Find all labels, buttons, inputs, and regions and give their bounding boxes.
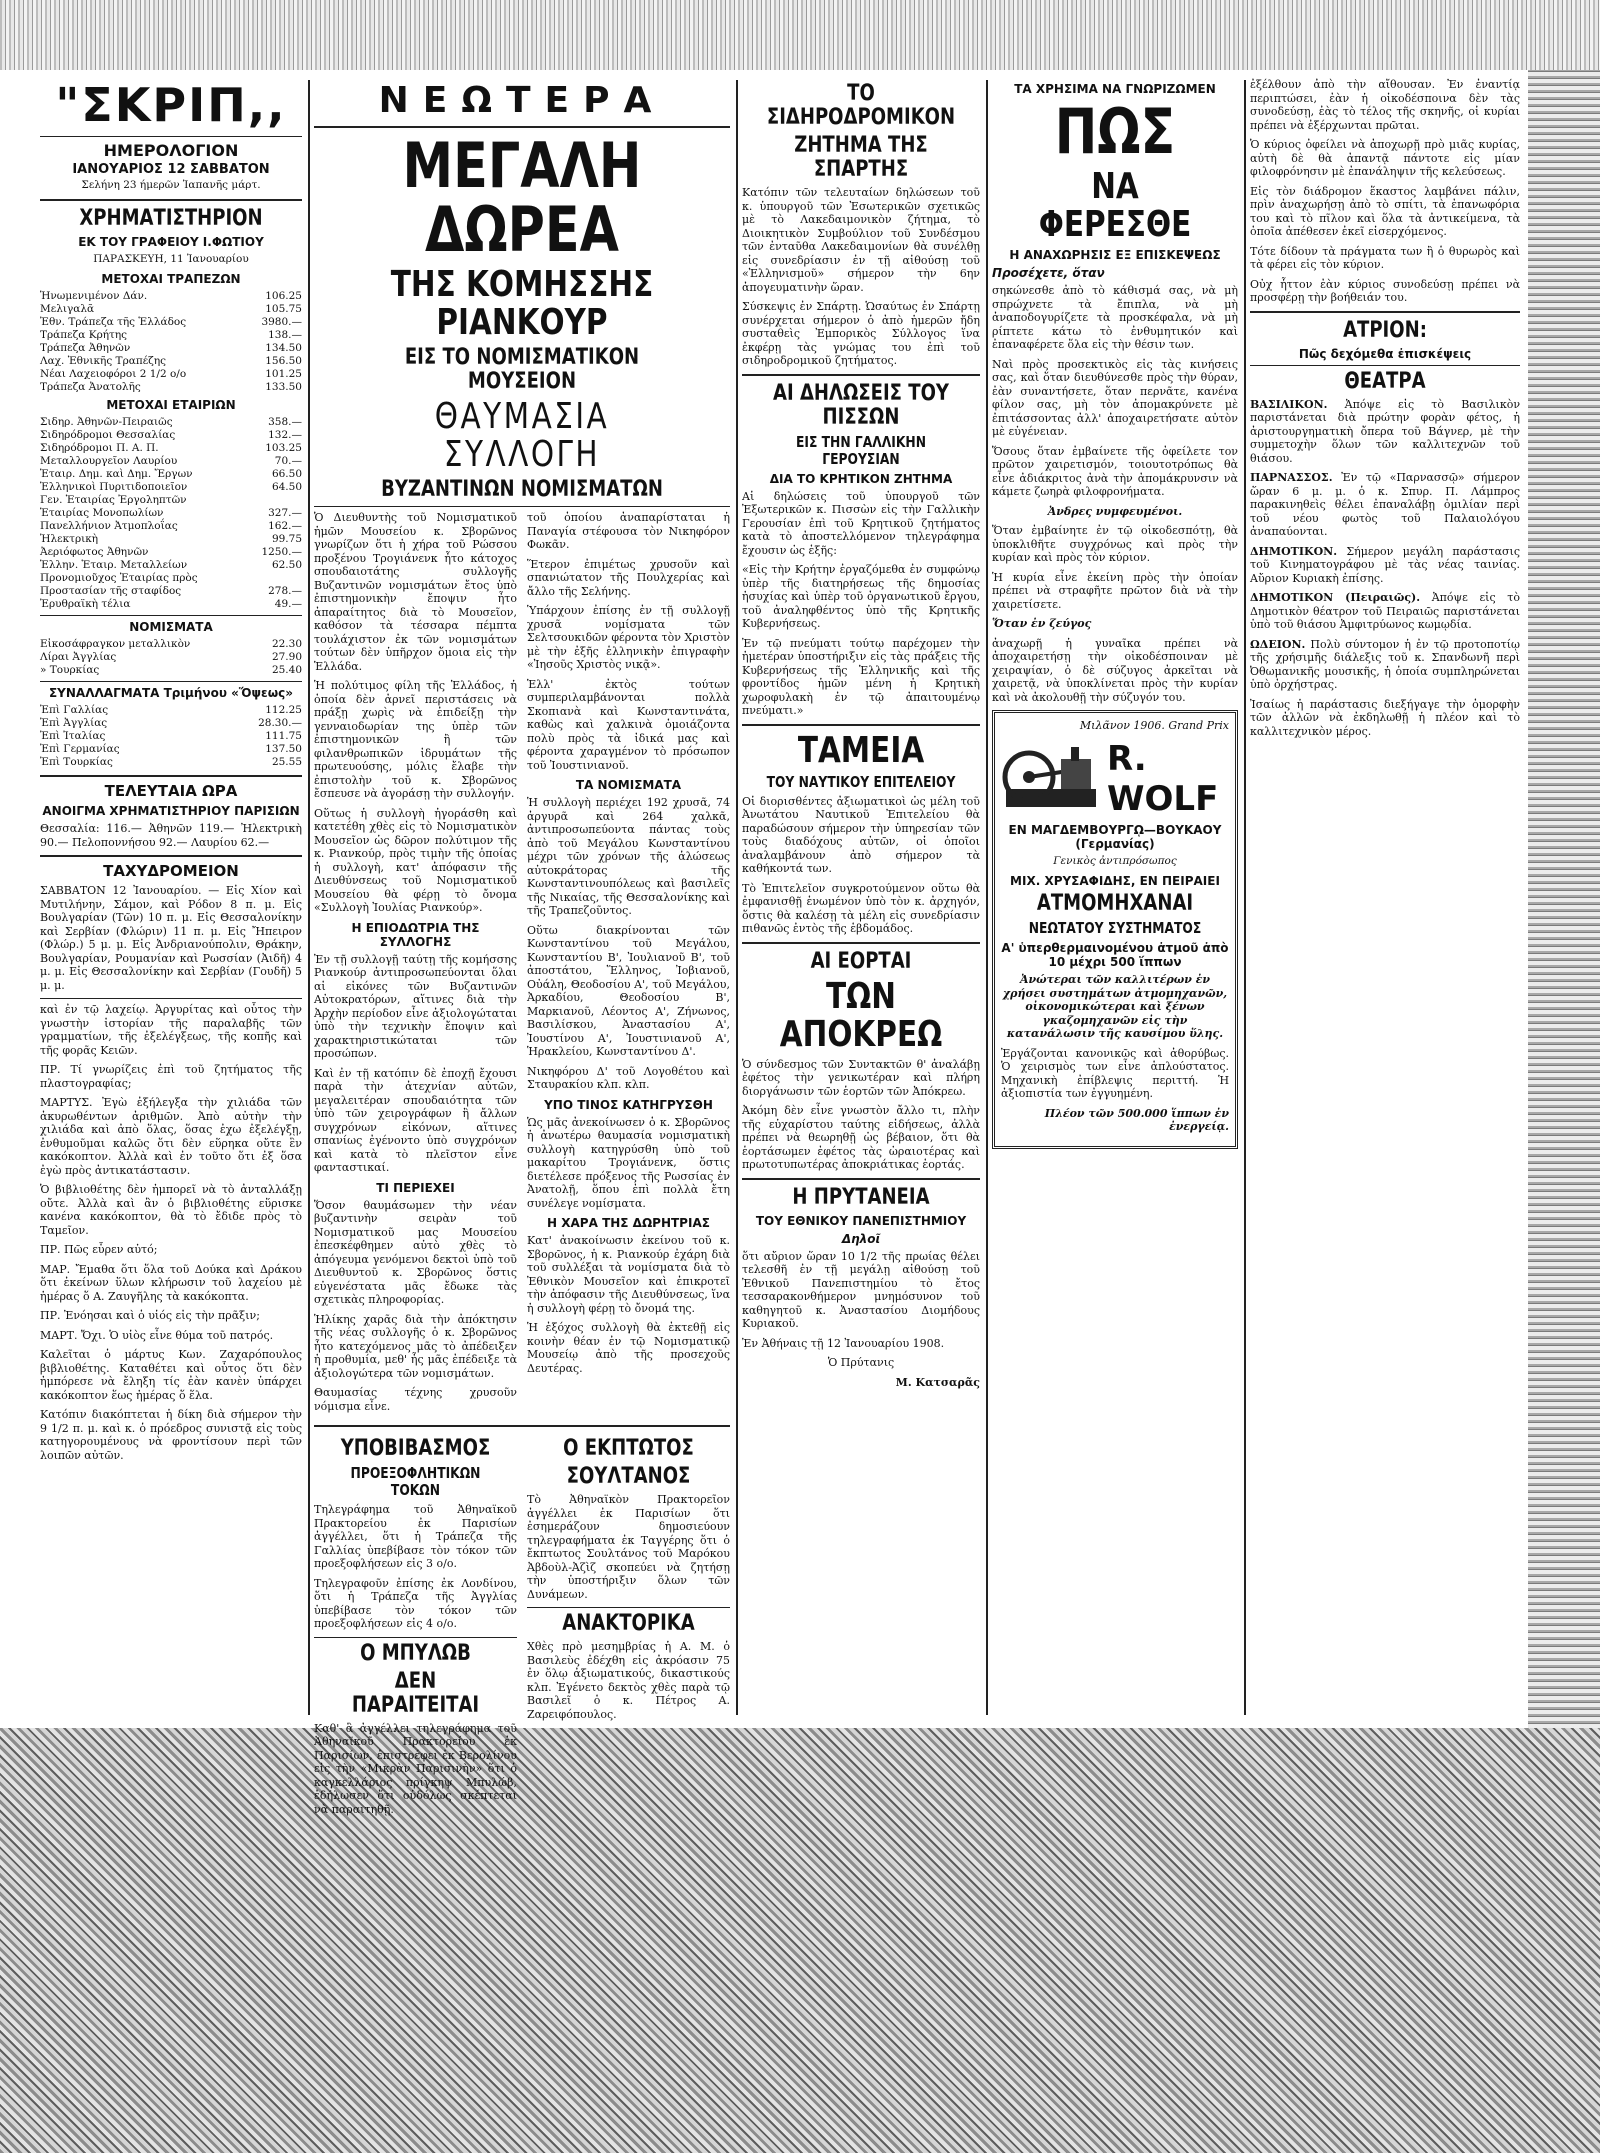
contains-paragraph: Θαυμασίας τέχνης χρυσοῦν νόμισμα εἶνε.	[314, 1386, 517, 1413]
pissos-subtitle-2: ΔΙΑ ΤΟ ΚΡΗΤΙΚΟΝ ΖΗΤΗΜΑ	[769, 471, 953, 486]
quote-name: Γεν. Ἑταιρίας Ἐργοληπτῶν	[40, 494, 187, 506]
ad-note: Ἐργάζονται κανονικῶς καὶ ἀθορύβως. Ὁ χειρισμὸς των εἶνε ἁπλούστατος. Μηχανικὴ ἐπίβλεψις περιττή. Ἡ ἀξιοπιστία των ἐγγυημένη.	[1001, 1046, 1229, 1100]
quote-name: Σιδηρόδρομοι Θεσσαλίας	[40, 429, 176, 441]
quote-value: 138.—	[268, 329, 302, 341]
theatre-entry	[1250, 545, 1520, 586]
quote-name: Σιδηρ. Ἀθηνῶν-Πειραιῶς	[40, 416, 173, 428]
coins-section-title: ΤΑ ΝΟΜΙΣΜΑΤΑ	[575, 778, 682, 792]
etiquette-subtitle: Η ΑΝΑΧΩΡΗΣΙΣ ΕΞ ΕΠΙΣΚΕΨΕΩΣ	[1009, 248, 1221, 262]
donor-title: Η ΕΠΙΟΔΩΤΡΙΑ ΤΗΣ ΣΥΛΛΟΓΗΣ	[351, 920, 480, 949]
trial-paragraph: ΜΑΡ. Ἔμαθα ὅτι ὅλα τοῦ Δούκα καὶ Δράκου ὅτι ἐκείνων ὕλων κλήρωσιν τοῦ λαχείου μὲ ἡμέρας ὅ Α. Ζαυγῆλης τὰ κακόκοπτα.	[40, 1262, 302, 1303]
companies-title: ΜΕΤΟΧΑΙ ΕΤΑΙΡΙΩΝ	[106, 398, 236, 412]
quote-row	[40, 442, 302, 455]
quote-name: Τράπεζα Ἀνατολῆς	[40, 381, 141, 393]
etiquette-kicker: ΤΑ ΧΡΗΣΙΜΑ ΝΑ ΓΝΩΡΙΖΩΜΕΝ	[1014, 82, 1216, 96]
coins-table	[40, 638, 302, 677]
divider	[40, 136, 302, 137]
rector-label: Δηλοῖ	[841, 1231, 881, 1246]
headline-great-donation: ΜΕΓΑΛΗ ΔΩΡΕΑ	[402, 129, 642, 266]
carnival-subtitle: ΤΩΝ ΑΠΟΚΡΕΩ	[779, 975, 943, 1055]
quote-name: Ἑλλην. Ἑταιρ. Μεταλλείων	[40, 559, 188, 571]
quote-row	[40, 416, 302, 429]
column-rule	[308, 80, 310, 1715]
ad-product: ΑΤΜΟΜΗΧΑΝΑΙ	[1036, 891, 1194, 916]
quote-row	[40, 717, 302, 730]
quote-row	[40, 572, 302, 585]
trial-paragraph: ΠΡ. Ἐνόησαι καὶ ὁ υἱός εἰς τὴν πρᾶξιν;	[40, 1309, 260, 1322]
scan-right-edge	[1528, 70, 1600, 1730]
ad-brand: R. WOLF	[1107, 738, 1219, 819]
quote-value: 62.50	[271, 559, 302, 571]
pissos-paragraph: Ἐν τῷ πνεύματι τούτῳ παρέχομεν τὴν ἡμετέραν ὑποστήριξιν εἰς τὰς πράξεις τῆς Κυβερνήσεως τῆς Ἑλληνικῆς καὶ τῆς φροντίδος ἡμῶν μένη ἡ Κρητικὴ χωροφυλακὴ ἐν τῷ ἀπαιτουμένῳ πνεύματι.»	[742, 636, 980, 717]
quote-row	[40, 329, 302, 342]
quote-value: 1250.—	[261, 546, 302, 558]
joy-title: Η ΧΑΡΑ ΤΗΣ ΔΩΡΗΤΡΙΑΣ	[547, 1216, 710, 1230]
divider	[40, 998, 302, 999]
etiquette-continued: Εἰς τὸν διάδρομον ἕκαστος λαμβάνει πάλιν, πρὶν ἀναχωρήσῃ ἀπὸ τὸ σπίτι, τὰ ἐπανωφόρια του καὶ τὸ πῖλον καὶ ὅλα τὰ ἀντικείμενα, τὰ ὁποῖα ἀπέθεσεν ἐκεῖ εἰσερχόμενος.	[1250, 184, 1520, 238]
donor-paragraph: Ἐν τῇ συλλογῇ ταύτῃ τῆς κομήσσης Ριανκούρ ἀντιπροσωπεύονται ὅλαι αἱ εἰκόνες τῶν Βυζαντινῶν Αὐτοκρατόρων, αἵτινες διὰ τὴν Ἀρχὴν περίοδον εἶνε ἀξιολογώταται ὑπὸ τὴν τεχνικὴν ἔποψιν καὶ χαρακτηριστικώταται τῶν προσώπων.	[314, 952, 517, 1060]
mpylow-title: Ο ΜΠΥΛΩΒ	[360, 1640, 471, 1666]
trial-paragraph: ΠΡ. Πῶς εὗρεν αὐτό;	[40, 1243, 158, 1256]
post-body: ΣΑΒΒΑΤΟΝ 12 Ἰανουαρίου. — Εἰς Χίον καὶ Μυτιλήνην, Σάμον, καὶ Ρόδον 8 π. μ. Εἰς Βουλγαρίαν (Τῶν) 10 π. μ. Εἰς Θεσσαλονίκην καὶ Σερβίαν (Φλώριν) 11 π. μ. Εἰς Ἤπειρον (Φλώρ.) 5 μ. μ. Εἰς Ἀνδριανούπολιν, Θράκην, Βουλγαρίαν, Ρουμανίαν καὶ Ρωσσίαν (Ἀιδῆ) 4 μ. μ. Εἰς Θεσσαλονίκην καὶ Σερβίαν (Γουδῆ) 5 μ. μ.	[40, 884, 302, 992]
theatre-entry	[1250, 591, 1520, 632]
quote-name: Λίραι Ἀγγλίας	[40, 651, 117, 663]
last-hour-body: Θεσσαλία: 116.— Ἀθηνῶν 119.— Ἠλεκτρικὴ 90.— Πελοποννήσου 92.— Λαυρίου 62.—	[40, 822, 302, 849]
sultan-paragraph: Τὸ Ἀθηναϊκὸν Πρακτορεῖον ἀγγέλλει ἐκ Παρισίων ὅτι ἐσημεράζουν δημοσιεύουν τηλεγραφήματα ἐκ Ταγγέρης ὅτι ὁ ἔκπτωτος Σουλτάνος τοῦ Μαρόκου Ἀβδοὺλ-Ἀζὶζ σκοπεύει νὰ ζητήσῃ τὴν ὑποστήριξιν ὅλων τῶν Δυνάμεων.	[527, 1493, 730, 1601]
quote-row	[40, 481, 302, 494]
quote-row	[40, 507, 302, 520]
rector-date: Ἐν Ἀθήναις τῇ 12 Ἰανουαρίου 1908.	[742, 1336, 945, 1350]
coins-title: ΝΟΜΙΣΜΑΤΑ	[129, 620, 213, 634]
atrium-title: ΑΤΡΙΟΝ:	[1343, 317, 1427, 343]
quote-value: 3980.—	[261, 316, 302, 328]
quote-name: Ἐπὶ Ἀγγλίας	[40, 717, 108, 729]
quote-name: Λαχ. Ἐθνικῆς Τραπέζης	[40, 355, 167, 367]
quote-row	[40, 546, 302, 559]
quote-row	[40, 704, 302, 717]
theatre-name: ΒΑΣΙΛΙΚΟΝ.	[1250, 397, 1328, 411]
theatre-body: Ἀπόψε εἰς τὸ Δημοτικὸν θέατρον τοῦ Πειραιῶς παριστάνεται ὑπὸ τοῦ θιάσου Ἀμφιτρύωνος κωμῳδία.	[1250, 591, 1520, 631]
last-hour-title: ΤΕΛΕΥΤΑΙΑ ΩΡΑ	[104, 782, 238, 800]
carnival-paragraph: Ὁ σύνδεσμος τῶν Συντακτῶν θ' ἀναλάβῃ ἐφέτος τὴν γενικωτέραν καὶ πλήρη διοργάνωσιν τῶν ἑορτῶν τῶν Ἀπόκρεω.	[742, 1057, 980, 1098]
quote-row	[40, 559, 302, 572]
calendar-title: ΗΜΕΡΟΛΟΓΙΟΝ	[103, 141, 239, 160]
quote-row	[40, 429, 302, 442]
companies-table	[40, 416, 302, 611]
quote-value: 99.75	[271, 533, 302, 545]
etiquette-intro: Προσέχετε, ὅταν	[992, 266, 1105, 280]
divider	[314, 1637, 517, 1638]
quote-value: 22.30	[271, 638, 302, 650]
scan-bottom-blank	[0, 1728, 1600, 2153]
etiquette-paragraph: Ναὶ πρὸς προσεκτικὸς εἰς τὰς κινήσεις σας, καὶ ὅταν διευθύνεσθε πρὸς τὴν θύραν, ἐὰν συναντήσετε, ὅταν περνᾶτε, κανένα φίλον σας, μὴ τὸν ἀπομακρύνετε μὲ ἐπιτάσσοντας ἀλλ' ἀποχαιρετήσατε αὐτὸν μὲ εὐγένειαν.	[992, 357, 1238, 438]
scan-top-edge	[0, 0, 1600, 70]
quote-value: 25.55	[271, 756, 302, 768]
etiquette-paragraph: Ὅταν ἐμβαίνητε ἐν τῷ οἰκοδεσπότῃ, θὰ ὑποκλιθῆτε συγχρόνως καὶ πρὸς τὴν κυρίαν καὶ πρὸς τὸν κύριον.	[992, 524, 1238, 564]
quote-name: Πανελλήνιον Ἀτμοπλοΐας	[40, 520, 178, 532]
quote-name: Ἐπὶ Τουρκίας	[40, 756, 113, 768]
pissos-paragraph: «Εἰς τὴν Κρήτην ἐργαζόμεθα ἐν συμφώνῳ ὑπὲρ τῆς διατηρήσεως τῆς δημοσίας ἡσυχίας καὶ ὑπὲρ τοῦ ὀργανωτικοῦ ἔργου, τοῦ ἀναληφθέντος ὑπὸ τῆς Κρητικῆς Κυβερνήσεως.	[742, 563, 980, 630]
quote-value: 28.30.—	[258, 717, 302, 729]
divider	[40, 681, 302, 682]
theatre-body: Ἀπόψε εἰς τὸ Βασιλικὸν παριστάνεται διὰ πρώτην φορὰν φέτος, ἡ ἀριστουργηματικὴ ὄπερα τοῦ Βάγνερ, μὲ τὴν συμμετοχὴν ὅλων τῶν καλλιτεχνῶν τοῦ θιάσου.	[1250, 397, 1521, 465]
theatres-title: ΘΕΑΤΡΑ	[1344, 368, 1426, 394]
quote-name: Ἐπὶ Γαλλίας	[40, 704, 109, 716]
farewell-label: Ὅταν ἐν ζεύγος	[992, 617, 1092, 630]
etiquette-title-1: ΠΩΣ	[1054, 95, 1176, 168]
quote-name: Νέαι Λαχειοφόροι 2 1/2 ο/ο	[40, 368, 187, 380]
wolf-advertisement	[992, 710, 1238, 1149]
lead-paragraph: τοῦ ὁποίου ἀναπαρίσταται ἡ Παναγία στέφουσα τὸν Νικηφόρον Φωκᾶν.	[527, 511, 730, 551]
theatre-name: ΔΗΜΟΤΙΚΟΝ.	[1250, 544, 1338, 558]
divider	[314, 1425, 730, 1427]
quote-row	[40, 598, 302, 611]
quote-name: Ἑταιρ. Δημ. καὶ Δημ. Ἔργων	[40, 468, 193, 480]
quote-value: 132.—	[268, 429, 302, 441]
trial-paragraph: ΠΡ. Τί γνωρίζεις ἐπὶ τοῦ ζητήματος τῆς πλαστογραφίας;	[40, 1063, 302, 1090]
quote-value: 70.—	[274, 455, 302, 467]
column-4	[992, 78, 1238, 1718]
divider	[742, 1178, 980, 1180]
quote-value: 156.50	[265, 355, 302, 367]
calendar-date: ΙΑΝΟΥΑΡΙΟΣ 12 ΣΑΒΒΑΤΟΝ	[72, 162, 270, 177]
divider	[527, 1607, 730, 1608]
quote-name: Προστασίαν τῆς σταφίδος	[40, 585, 182, 597]
fx-title: ΣΥΝΑΛΛΑΓΜΑΤΑ Τριμήνου «Ὄψεως»	[48, 686, 293, 700]
post-title: ΤΑΧΥΔΡΟΜΕΙΟΝ	[103, 862, 239, 880]
divider	[1250, 365, 1520, 366]
joy-paragraph: Ἡ ἐξόχος συλλογὴ θὰ ἐκτεθῇ εἰς κοινὴν θέαν ἐν τῷ Νομισματικῷ Μουσείῳ ἀπὸ τῆς προσεχοῦς Δευτέρας.	[527, 1321, 730, 1375]
sparta-subtitle: ΖΗΤΗΜΑ ΤΗΣ ΣΠΑΡΤΗΣ	[794, 133, 928, 182]
lead-paragraph: Ὑπάρχουν ἐπίσης ἐν τῇ συλλογῇ χρυσᾶ νομίσματα τῶν Σελτσουκιδῶν φέροντα τὸν Χριστὸν μὲ τὴν ἐξῆς ἑλληνικὴν ἐπιγραφὴν «Ἰησοῦς Χριστὸς νικᾷ».	[527, 604, 730, 671]
quote-value: 133.50	[265, 381, 302, 393]
last-hour-subtitle: ΑΝΟΙΓΜΑ ΧΡΗΜΑΤΙΣΤΗΡΙΟΥ ΠΑΡΙΣΙΩΝ	[42, 804, 300, 818]
quote-name: Μελιγαλᾶ	[40, 303, 95, 315]
divider	[742, 374, 980, 376]
quote-row	[40, 756, 302, 769]
column-2	[314, 78, 730, 1816]
ad-power: Α' ὑπερθερμαινομένου ἀτμοῦ ἀπὸ 10 μέχρι 500 ἵππων	[1001, 941, 1229, 969]
quote-name: Ἀεριόφωτος Ἀθηνῶν	[40, 546, 149, 558]
trial-paragraph: ΜΑΡΤ. Ὄχι. Ὁ υἱὸς εἶνε θύμα τοῦ πατρός.	[40, 1328, 274, 1342]
theatre-body: Σήμερον μεγάλη παράστασις τοῦ Κινηματογράφου μὲ τὰς νέας ταινίας. Αὔριον Κυριακὴ ἐπίσης.	[1250, 544, 1520, 585]
banks-table	[40, 290, 302, 394]
quote-name: Ἑταιρίας Μονοπωλίων	[40, 507, 164, 519]
headline-collection: ΘΑΥΜΑΣΙΑ ΣΥΛΛΟΓΗ	[434, 396, 610, 475]
quote-name: Εἰκοσάφραγκον μεταλλικὸν	[40, 638, 191, 650]
joy-paragraph: Κατ' ἀνακοίνωσιν ἐκείνου τοῦ κ. Σβορῶνος, ἡ κ. Ριανκούρ ἐχάρη διὰ τοῦ συλλέξαι τὰ νομίσματα διὰ τὸ Ἐθνικὸν Μουσεῖον καὶ ἐπικροτεῖ τὴν ἀπόφασιν τῆς Διευθύνσεως, ἵνα ἡ συλλογὴ φέρῃ τὸ ὄνομά της.	[527, 1234, 730, 1315]
ad-city-line: Μιλᾶνον 1906. Grand Prix	[1079, 719, 1229, 732]
carnival-paragraph: Ἀκόμη δὲν εἶνε γνωστὸν ἄλλο τι, πλὴν τῆς εὐχαρίστου ταύτης εἰδήσεως, ἀλλὰ πρέπει νὰ θεωρηθῇ ὡς βέβαιον, ὅτι θὰ ἑορτάσωμεν ἐφέτος τὰς ὡραιοτέρας καὶ πρωτοτυπωτέρας ἀποκριάτικας ἑορτάς.	[742, 1104, 980, 1171]
ad-agent: ΜΙΧ. ΧΡΥΣΑΦΙΔΗΣ, ΕΝ ΠΕΙΡΑΙΕΙ	[1010, 874, 1220, 888]
quote-row	[40, 316, 302, 329]
exchange-title: ΧΡΗΜΑΤΙΣΤΗΡΙΟΝ	[79, 205, 263, 231]
quote-row	[40, 290, 302, 303]
lead-paragraph: Ἕτερον ἐπιμέτως χρυσοῦν καὶ σπανιώτατον τῆς Πουλχερίας καὶ ἄλλο τῆς Σελήνης.	[527, 557, 730, 598]
quote-name: Προνομιοῦχος Ἑταιρίας πρὸς	[40, 572, 198, 584]
demotion-subtitle: ΠΡΟΕΞΟΦΛΗΤΙΚΩΝ ΤΟΚΩΝ	[350, 1464, 481, 1499]
sparta-paragraph: Κατόπιν τῶν τελευταίων δηλώσεων τοῦ κ. ὑπουργοῦ τῶν Ἐσωτερικῶν σχετικῶς μὲ τὸ Λακεδαιμονικὸν ζήτημα, τὸ Διοικητικὸν Συμβούλιον τοῦ Συνδέσμου τῶν ἐνταῦθα Λακεδαιμονίων θὰ συνέλθῃ εἰς συνεδρίασιν ἐν τῇ αἰθούσῃ τοῦ «Ἑλληνισμοῦ» σήμερον τὴν 6ην ἀπογευματινὴν ὥραν.	[742, 186, 980, 294]
sultan-title: Ο ΕΚΠΤΩΤΟΣ	[563, 1436, 694, 1461]
quote-value: 134.50	[265, 342, 302, 354]
trial-body: καὶ ἐν τῷ λαχείῳ. Ἀργυρίτας καὶ οὗτος τὴν γνωστὴν ἱστορίαν τῆς παραλαβῆς τῶν γραμματίων, τῆς ἐξελέγξεως, τῆς κοπῆς καὶ τῆς φορᾶς Κειῶν.	[40, 1003, 302, 1057]
etiquette-paragraph: Ἡ κυρία εἶνε ἐκείνη πρὸς τὴν ὁποίαν πρέπει νὰ στραφῆτε πρῶτον διὰ νὰ τὴν χαιρετίσετε.	[992, 570, 1238, 611]
quote-name: Ἐθν. Τράπεζα τῆς Ἑλλάδος	[40, 316, 187, 328]
column-5	[1250, 78, 1520, 1718]
exchange-source: ΕΚ ΤΟΥ ΓΡΑΦΕΙΟΥ Ι.ΦΩΤΙΟΥ	[78, 234, 264, 249]
column-3	[742, 78, 980, 1718]
quote-value	[248, 494, 302, 507]
quote-name: Ἠλεκτρικὴ	[40, 533, 99, 545]
lead-paragraph: Ἑλλ' ἐκτὸς τούτων συμπεριλαμβάνονται πολλὰ Σκοπιανὰ καὶ Κωνσταντινάτα, καθὼς καὶ χαλκινὰ ὁμοιάζοντα πολὺ πρὸς τὰ ἰδικά μας καὶ φέροντα χαραγμένον τὸ πρόσωπον τοῦ Ἰουστινιανοῦ.	[527, 677, 730, 772]
column-rule	[986, 80, 988, 1715]
palace-paragraph: Χθὲς πρὸ μεσημβρίας ἡ Α. Μ. ὁ Βασιλεὺς ἐδέχθη εἰς ἀκρόασιν 75 ἐν ὅλῳ ἀξιωματικούς, δικαστικούς κλπ. Ἐγένετο δεκτὸς χθὲς παρὰ τῷ Βασιλεῖ ὁ κ. Πέτρος Α. Ζαρειφόπουλος.	[527, 1640, 730, 1721]
quote-value: 64.50	[271, 481, 302, 493]
quote-name: Μεταλλουργεῖον Λαυρίου	[40, 455, 178, 467]
quote-name: » Τουρκίας	[40, 664, 100, 676]
theatre-name: ΠΑΡΝΑΣΣΟΣ.	[1250, 471, 1333, 484]
moon-line: Σελήνη 23 ήμερῶν Ἰαπανῆς μάρτ.	[81, 179, 261, 191]
quote-value: 111.75	[265, 730, 302, 742]
trial-paragraph: Ὁ βιβλιοθέτης δὲν ἠμπορεῖ νὰ τὸ ἀνταλλάξῃ οὔτε. Ἀλλὰ καὶ ἂν ὁ βιβλιοθέτης εὕρισκε κανένα κακόκοπτον, θὰ τὸ ἔδιδε πρὸς τὸ Ταμεῖον.	[40, 1183, 302, 1237]
divider	[40, 615, 302, 616]
quote-name: Ἐρυθραϊκὴ τέλια	[40, 598, 131, 610]
quote-value: 327.—	[268, 507, 302, 519]
quote-row	[40, 743, 302, 756]
quote-row	[40, 520, 302, 533]
palace-title: ΑΝΑΚΤΟΡΙΚΑ	[562, 1611, 695, 1636]
demotion-paragraph: Τηλεγράφημα τοῦ Ἀθηναϊκοῦ Πρακτορείου ἐκ Παρισίων ἀγγέλλει, ὅτι ἡ Τράπεζα τῆς Γαλλίας ὑπεβίβασε τὸν τόκον τῶν προεξοφλήσεων εἰς 3 ο/ο.	[314, 1503, 517, 1570]
theatres-closing: Ἰσαίως ἡ παράστασις διεξήγαγε τὴν ὁμορφὴν τῶν ἀλλῶν νὰ ἐκδηλωθῇ ἡ πλέον καὶ τὸ καλλιτεχνικὸν μέρος.	[1250, 697, 1520, 738]
quote-row	[40, 585, 302, 598]
banks-title: ΜΕΤΟΧΑΙ ΤΡΑΠΕΖΩΝ	[101, 272, 241, 286]
etiquette-paragraph: σηκώνεσθε ἀπὸ τὸ κάθισμά σας, νὰ μὴ σπρώχνετε τὰ ἔπιπλα, νὰ μὴ ἀναποδογυρίζετε τὰ προσκέφαλα, νὰ μὴ ρίπτετε κάτω τὸ ἐνθυμητικόν καὶ ἐπαναφέρετε ὅλα εἰς τὴν θέσιν των.	[992, 284, 1238, 351]
quote-row	[40, 494, 302, 507]
coins-paragraph: Ἡ συλλογὴ περιέχει 192 χρυσᾶ, 74 ἀργυρᾶ καὶ 264 χαλκᾶ, ἀντιπροσωπεύοντα πάντας τοὺς ἀπὸ τοῦ Μεγάλου Κωνσταντίνου μέχρι τῶν χρόνων τῆς ἁλώσεως αὐτοκράτορας τῆς Κωνσταντινουπόλεως καὶ βασιλεῖς τῆς Νικαίας, τῆς Θεσσαλονίκης καὶ τῆς Τραπεζοῦντος.	[527, 796, 730, 917]
quote-name: Ἐπὶ Γερμανίας	[40, 743, 120, 755]
quote-value: 105.75	[265, 303, 302, 315]
trial-paragraph: Καλεῖται ὁ μάρτυς Κων. Ζαχαρόπουλος βιβλιοθέτης. Καταθέτει καὶ οὗτος ὅτι δὲν ἠμπόρεσε νὰ ἔληξη τίς ἐὰν κανὲν ὑπάρχει κακόκοπτον ἕως ἡμέρας ὅ ἕλα.	[40, 1348, 302, 1402]
demotion-title: ΥΠΟΒΙΒΑΣΜΟΣ	[340, 1436, 491, 1461]
sultan-subtitle: ΣΟΥΛΤΑΝΟΣ	[566, 1464, 691, 1489]
etiquette-continued: Τότε δίδουν τὰ πράγματα των ἢ ὁ θυρωρὸς καὶ τὰ φέρει εἰς τὸν κύριον.	[1250, 244, 1520, 271]
quote-row	[40, 638, 302, 651]
atrium-subtitle: Πῶς δεχόμεθα ἐπισκέψεις	[1298, 346, 1472, 361]
quote-value: 49.—	[274, 598, 302, 610]
sparta-title: ΤΟ ΣΙΔΗΡΟΔΡΟΜΙΚΟΝ	[766, 81, 956, 130]
quote-value: 358.—	[268, 416, 302, 428]
theatres-list	[1250, 398, 1520, 692]
quote-value: 278.—	[268, 585, 302, 597]
column-1	[40, 78, 302, 1718]
lead-paragraph: Ὁ Διευθυντὴς τοῦ Νομισματικοῦ ἡμῶν Μουσείου κ. Σβορῶνος γνωρίζων ὅτι ἡ χήρα τοῦ Ρώσσου προξένου Τρογιάνενκ ἦτο κάτοχος σπουδαιοτάτης συλλογῆς Βυζαντινῶν νομισμάτων ἔτος ὑπὸ ἐπιστημονικὴν ἔποψιν ἦτο ἀπαραίτητος διὰ τὸ Μουσεῖον, καθόσον τὰ τέσσαρα πέμπτα τουλάχιστον ἐκ τῶν νομισμάτων τούτων δὲν ὑπῆρχον ὅμοια εἰς τὴν Ἑλλάδα.	[314, 511, 517, 673]
bottom-articles	[314, 1433, 730, 1822]
trial-paragraph: ΜΑΡΤΥΣ. Ἐγὼ ἐξήλεγξα τὴν χιλιάδα τῶν ἀκυρωθέντων ἀριθμῶν. Ἀπὸ αὐτὴν τὴν χιλιάδα καὶ ἀπὸ ὅλας, ὅσας ἐχω ἐξελέγξῃ, ἐνθυμοῦμαι καλῶς ὅτι δὲν εὕρηκα οὔτε ἓν κακόκοπτον. Ἀλλὰ καὶ ἐν τοῦτο ὅτι ἐξ ὅσα ἐγὼ πρὸς ἀντικατάστασιν.	[40, 1096, 302, 1177]
sparta-paragraph: Σύσκεψις ἐν Σπάρτῃ. Ὡσαύτως ἐν Σπάρτῃ συνέρχεται σήμερον ὁ ἀπὸ ἡμερῶν ἤδη συσταθεὶς Ἐμπορικὸς Σύλλογος ἵνα ἐκφέρῃ τὰς γνώμας του ἐπὶ τοῦ σιδηροδρομικοῦ ζητήματος.	[742, 300, 980, 367]
rector-title: Η ΠΡΥΤΑΝΕΙΑ	[792, 1184, 930, 1210]
quote-name: Ἡνωμενιμένον Δάν.	[40, 290, 148, 302]
rector-paragraph: ὅτι αὔριον ὥραν 10 1/2 τῆς πρωίας θέλει τελεσθῆ ἐν τῇ μεγάλῃ αἰθούσῃ τοῦ Ἐθνικοῦ Πανεπιστημίου τὸ ἔτος τεσσαρακονθήμερον μνημόσυνον τοῦ καθηγητοῦ κ. Ἀναστασίου Διομήδους Κυριακοῦ.	[742, 1249, 980, 1330]
divider	[1250, 311, 1520, 313]
divider	[40, 855, 302, 857]
rector-subtitle: ΤΟΥ ΕΘΝΙΚΟΥ ΠΑΝΕΠΙΣΤΗΜΙΟΥ	[755, 1213, 967, 1228]
theatre-entry	[1250, 398, 1520, 466]
treasury-paragraph: Τὸ Ἐπιτελεῖον συγκροτούμενον οὕτω θὰ ἐμφανισθῇ ἑνωμένον ὑπὸ τὸν κ. ἀρχηγόν, ὅστις θὰ καλέσῃ τὰ μέλη εἰς συνεδρίασιν πιθανῶς ἐντὸς τῆς ἑβδομάδος.	[742, 881, 980, 935]
steam-engine-illustration	[1001, 739, 1101, 819]
quote-row	[40, 730, 302, 743]
mpylow-paragraph: Καθ' ἃ ἀγγέλλει τηλεγράφημα τοῦ Ἀθηναϊκοῦ Πρακτορείου ἐκ Παρισίων, ἐπιστρέφει ἐκ Βερολίνου εἰς τὴν «Μικρὰν Παρισινὴν» ὅτι ὁ καγκελλάριος πρίγκηψ Μπυλώβ, ἐδήλωσεν ὅτι οὐδόλως σκέπτεται νὰ παραιτηθῇ.	[314, 1721, 517, 1816]
quote-value	[248, 572, 302, 585]
trial-paragraph: Κατόπιν διακόπτεται ἡ δίκη διὰ σήμερον τὴν 9 1/2 π. μ. καὶ κ. ὁ πρόεδρος συνιστᾷ εἰς τοὺς κατηγορουμένους νὰ φροντίσουν περὶ τῶν λοιπῶν αὐτῶν.	[40, 1408, 302, 1462]
ad-product-2: ΝΕΩΤΑΤΟΥ ΣΥΣΤΗΜΑΤΟΣ	[1028, 919, 1202, 937]
treasury-subtitle: ΤΟΥ ΝΑΥΤΙΚΟΥ ΕΠΙΤΕΛΕΙΟΥ	[766, 772, 956, 791]
quote-value: 162.—	[268, 520, 302, 532]
theatre-name: ΩΔΕΙΟΝ.	[1250, 637, 1306, 651]
quote-value: 112.25	[265, 704, 302, 716]
coins-paragraph: Οὕτω διακρίνονται τῶν Κωνσταντίνου τοῦ Μεγάλου, Κωνσταντίου Β', Ἰουλιανοῦ Β', τοῦ ἀποστάτου, Ἕλληνος, Ἰοβιανοῦ, Οὐάλη, Θεοδοσίου Α', τοῦ Μεγάλου, Ἀρκαδίου, Θεοδοσίου Β', Μαρκιανοῦ, Λέοντος Α', Ζήνωνος, Βασιλίσκου, Ἀναστασίου Α', Ἰουστίνου Α', Ἰουστινιανοῦ Α', Ἡρακλείου, Κωνσταντίνου Δ'.	[527, 923, 730, 1058]
quote-row	[40, 342, 302, 355]
divider	[40, 199, 302, 201]
ad-agent-label: Γενικὸς ἀντιπρόσωπος	[1053, 854, 1177, 867]
quote-name: Ἑλληνικοὶ Πυριτιδοποιεῖον	[40, 481, 188, 493]
mpylow-subtitle: ΔΕΝ ΠΑΡΑΙΤΕΙΤΑΙ	[351, 1668, 480, 1718]
pissos-paragraph: Αἱ δηλώσεις τοῦ ὑπουργοῦ τῶν Ἐξωτερικῶν κ. Πισσὼν εἰς τὴν Γαλλικὴν Γερουσίαν ἐπὶ τοῦ Κρητικοῦ ζητήματος κατὰ τὸ ἀποστελλόμενον τηλεγράφημα ἔχουσιν ὡς ἑξῆς:	[742, 489, 980, 557]
quote-row	[40, 468, 302, 481]
theatre-entry	[1250, 471, 1520, 539]
treasury-paragraph: Οἱ διορισθέντες ἀξιωματικοὶ ὡς μέλη τοῦ Ἀνωτάτου Ναυτικοῦ Ἐπιτελείου θὰ παραδώσουν σήμερον τὴν ὑπηρεσίαν τῶν τοὺς διαδόχους αὐτῶν, οἱ ὁποῖοι ἀναλαμβάνουν ἀπὸ σήμερον τὰ καθήκοντά των.	[742, 794, 980, 875]
quote-name: Ἐπὶ Ἰταλίας	[40, 730, 106, 742]
quote-value: 137.50	[265, 743, 302, 755]
ad-footer: Πλέον τῶν 500.000 ἵππων ἐν ἐνεργείᾳ.	[1044, 1106, 1229, 1133]
pissos-subtitle: ΕΙΣ ΤΗΝ ΓΑΛΛΙΚΗΝ ΓΕΡΟΥΣΙΑΝ	[795, 432, 927, 468]
banner-neotera: ΝΕΩΤΕΡΑ	[378, 80, 666, 121]
masthead-title: "ΣΚΡΙΠ,,	[55, 78, 287, 132]
theatre-entry	[1250, 638, 1520, 692]
guilty-paragraph: Ὡς μᾶς ἀνεκοίνωσεν ὁ κ. Σβορῶνος ἡ ἀνωτέρω θαυμασία νομισματικὴ συλλογὴ κατηγρύσθη ὑπὸ τοῦ μακαρίτου Τρογιάνενκ, ὅστις διετέλεσε πρόξενος τῆς Ρωσσίας ἐν Ἀνατολῇ, ὅπου ἐπὶ πολλὰ ἔτη συνέλεγε νομίσματα.	[527, 1115, 730, 1210]
divider	[314, 506, 730, 507]
column-rule	[1244, 80, 1246, 1715]
etiquette-continued: ἐξέλθουν ἀπὸ τὴν αἴθουσαν. Ἐν ἐναντίᾳ περιπτώσει, ἐὰν ἡ οἰκοδέσποινα δὲν τὰς συνοδεύσῃ, ἐὰς τὸ τέλος τῆς σκηνῆς, οἱ κυρίαι πρέπει νὰ ἐξέρχωνται πρῶται.	[1250, 78, 1520, 132]
exchange-date: ΠΑΡΑΣΚΕΥΗ, 11 Ἰανουαρίου	[93, 252, 249, 265]
contains-title: ΤΙ ΠΕΡΙΕΧΕΙ	[376, 1180, 455, 1195]
demotion-paragraph: Τηλεγραφοῦν ἐπίσης ἐκ Λονδίνου, ὅτι ἡ Τράπεζα τῆς Ἀγγλίας ὑπεβίβασε τὸν τόκον τῶν προεξοφλήσεων εἰς 4 ο/ο.	[314, 1576, 517, 1630]
pissos-title: ΑΙ ΔΗΛΩΣΕΙΣ ΤΟΥ ΠΙΣΣΩΝ	[773, 380, 949, 430]
quote-name: Σιδηρόδρομοι Π. Α. Π.	[40, 442, 159, 454]
etiquette-paragraph: Ὅσους ὅταν ἐμβαίνετε τῆς ὀφείλετε τον πρῶτον χαιρετισμόν, τοιουτοτρόπως θὰ εἶνε ἀδιάκριτος ἀνὰ τὴν ἀπομάκρυνσιν νὰ κάμετε ζωηρὰ φιλοφρονήματα.	[992, 444, 1238, 498]
quote-value: 101.25	[265, 368, 302, 380]
headline-byzantine: ΒΥΖΑΝΤΙΝΩΝ ΝΟΜΙΣΜΑΤΩΝ	[381, 477, 663, 502]
guilty-title: ΥΠΟ ΤΙΝΟΣ ΚΑΤΗΓΡΥΣΘΗ	[544, 1097, 713, 1112]
lead-paragraph: Ἡ πολύτιμος φίλη τῆς Ἑλλάδος, ἡ ὁποία δὲν ἀρνεῖ περιστάσεις νὰ πράξῃ χωρὶς νὰ ἐπιδείξῃ τὴν γενναιοδωρίαν της ὑπὲρ τῶν ἐπιστημονικῶν ἢ τῶν φιλανθρωπικῶν ἱδρυμάτων τῆς πρωτευούσης, μόλις ἔλαβε τὴν ἐπιστολὴν τοῦ κ. Σβορῶνος ἔσπευσε νὰ ἀγοράσῃ τὴν συλλογήν.	[314, 679, 517, 800]
etiquette-subhead: Ἀνδρες νυμφευμένοι.	[1047, 504, 1183, 518]
coins-paragraph: Νικηφόρου Δ' τοῦ Λογοθέτου καὶ Σταυρακίου κλπ. κλπ.	[527, 1064, 730, 1091]
quote-row	[40, 355, 302, 368]
carnival-title: ΑΙ ΕΟΡΤΑΙ	[810, 948, 912, 974]
theatre-name: ΔΗΜΟΤΙΚΟΝ (Πειραιῶς).	[1250, 591, 1421, 604]
quote-row	[40, 303, 302, 316]
etiquette-continued: Οὐχ ἧττον ἐὰν κύριος συνοδεύσῃ πρέπει νὰ προσφέρῃ τὴν βοήθειάν του.	[1250, 277, 1520, 304]
quote-row	[40, 533, 302, 546]
ad-origin: ΕΝ ΜΑΓΔΕΜΒΟΥΡΓῼ—ΒΟΥΚΑΟΥ (Γερμανίας)	[1008, 822, 1222, 851]
quote-row	[40, 381, 302, 394]
quote-row	[40, 651, 302, 664]
etiquette-continued: Ὁ κύριος ὀφείλει νὰ ἀποχωρῇ πρὸ μιᾶς κυρίας, αὐτὴ δὲ θὰ ἀπαντᾷ πάντοτε εἰς μίαν φιλοφρόνησιν μὲ ἐπανάληψιν τῆς κελεύσεως.	[1250, 138, 1520, 178]
lead-paragraph: Οὕτως ἡ συλλογὴ ἠγοράσθη καὶ κατετέθη χθὲς εἰς τὸ Νομισματικὸν Μουσεῖον ὡς δῶρον πολύτιμον τῆς κ. Ριανκούρ, πρὸς τιμὴν τῆς ὁποίας ἡ συλλογὴ, κατ' ἀπόφασιν τῆς Διευθύνσεως τοῦ Νομισματικοῦ Μουσείου θὰ φέρῃ τὸ ὄνομα «Συλλογὴ Ἰουλίας Ριανκούρ».	[314, 806, 517, 914]
treasury-title: ΤΑΜΕΙΑ	[797, 729, 925, 771]
theatre-body: Πολὺ σύντομον ἡ ἐν τῷ προτοποτίῳ τῆς χρήσιμῆς διάλεξις τοῦ κ. Σπανδωνῆ περὶ Ὀθωμανικῆς μουσικῆς, ἡ ὁποία συμπληρώνεται ὑπὸ ὀρχήστρας.	[1250, 637, 1520, 691]
rector-role: Ὁ Πρύτανις	[827, 1356, 895, 1369]
quote-value: 103.25	[265, 442, 302, 454]
quote-value: 25.40	[271, 664, 302, 676]
rector-name: Μ. Κατσαρᾶς	[895, 1375, 980, 1389]
donor-paragraph: Καὶ ἐν τῇ κατόπιν δὲ ἐποχῇ ἔχουσι παρὰ τὴν ἀτεχνίαν αὐτῶν, μεγαλειτέραν σπουδαιότητα τῶν ὑπὸ τῶν χειρογράφων ἢ ἄλλων συγχρόνων εἰκόνων, αἵτινες σπανίως ἐγένοντο ὑπὸ συγχρόνων καὶ κατὰ τὸ πλεῖστον εἶνε φανταστικαί.	[314, 1066, 517, 1174]
fx-table	[40, 704, 302, 769]
divider	[742, 942, 980, 944]
divider	[314, 126, 730, 128]
quote-value: 66.50	[271, 468, 302, 480]
quote-value: 106.25	[265, 290, 302, 302]
contains-paragraph: Ἡλίκης χαρᾶς διὰ τὴν ἀπόκτησιν τῆς νέας συλλογῆς ὁ κ. Σβορῶνος ἦτο κατεχόμενος μᾶς τὸ ἀπέδειξεν ἡ προθυμία, μεθ' ἧς μᾶς ἐπέδειξε τὰ ἀξιολογώτερα τῶν νομισμάτων.	[314, 1312, 517, 1380]
quote-row	[40, 455, 302, 468]
divider	[40, 775, 302, 777]
divider	[742, 724, 980, 726]
quote-name: Τράπεζα Ἀθηνῶν	[40, 342, 131, 354]
quote-value: 27.90	[271, 651, 302, 663]
lead-article	[314, 511, 730, 1419]
column-rule	[736, 80, 738, 1715]
farewell-paragraph: ἀναχωρῇ ἡ γυναῖκα πρέπει νὰ ἀποχαιρετήσῃ τὴν οἰκοδέσποιναν μὲ χειραψίαν, ὁ δὲ σύζυγος ἀρκεῖται νὰ χαιρετᾷ, νὰ ὑποκλίνεται πρὸς τὴν κυρίαν καὶ νὰ ἀκολουθῇ τὴν σύζυγόν του.	[992, 636, 1238, 704]
etiquette-title-2: ΝΑ ΦΕΡΕΣΘΕ	[1038, 166, 1192, 245]
ad-description: Ἀνώτεραι τῶν καλλιτέρων ἐν χρήσει συστημάτων ἀτμομηχανῶν, οἰκονομικώτεραι καὶ ξένων γκαζομηχανῶν εἰς τὴν κατανάλωσιν τῆς καυσίμου ὕλης.	[1002, 973, 1228, 1040]
quote-name: Τράπεζα Κρήτης	[40, 329, 128, 341]
headline-countess: ΤΗΣ ΚΟΜΗΣΣΗΣ ΡΙΑΝΚΟΥΡ	[390, 264, 654, 343]
quote-row	[40, 664, 302, 677]
headline-museum: ΕΙΣ ΤΟ ΝΟΜΙΣΜΑΤΙΚΟΝ ΜΟΥΣΕΙΟΝ	[404, 345, 640, 394]
quote-row	[40, 368, 302, 381]
theatre-body: Ἐν τῷ «Παρνασσῷ» σήμερον ὥραν 6 μ. μ. ὁ κ. Σπυρ. Π. Λάμπρος παρακινηθεὶς θέλει ἐπαναλάβῃ ὁμιλίαν περὶ τοῦ νέου φωτὸς τοῦ Παλαιολόγου ἀναπαύονται.	[1250, 471, 1521, 538]
contains-paragraph: Ὅσον θαυμάσωμεν τὴν νέαν βυζαντινὴν σειρὰν τοῦ Νομισματικοῦ μας Μουσείου ἐπεσκέφθημεν αὐτὸ χθὲς τὸ ἀπόγευμα γενόμενοι δεκτοὶ ὑπὸ τοῦ Διευθυντοῦ κ. Σβορῶνος ὅστις εὐγενέστατα μᾶς ἔδωκε τὰς σχετικὰς πληροφορίας.	[314, 1198, 517, 1306]
